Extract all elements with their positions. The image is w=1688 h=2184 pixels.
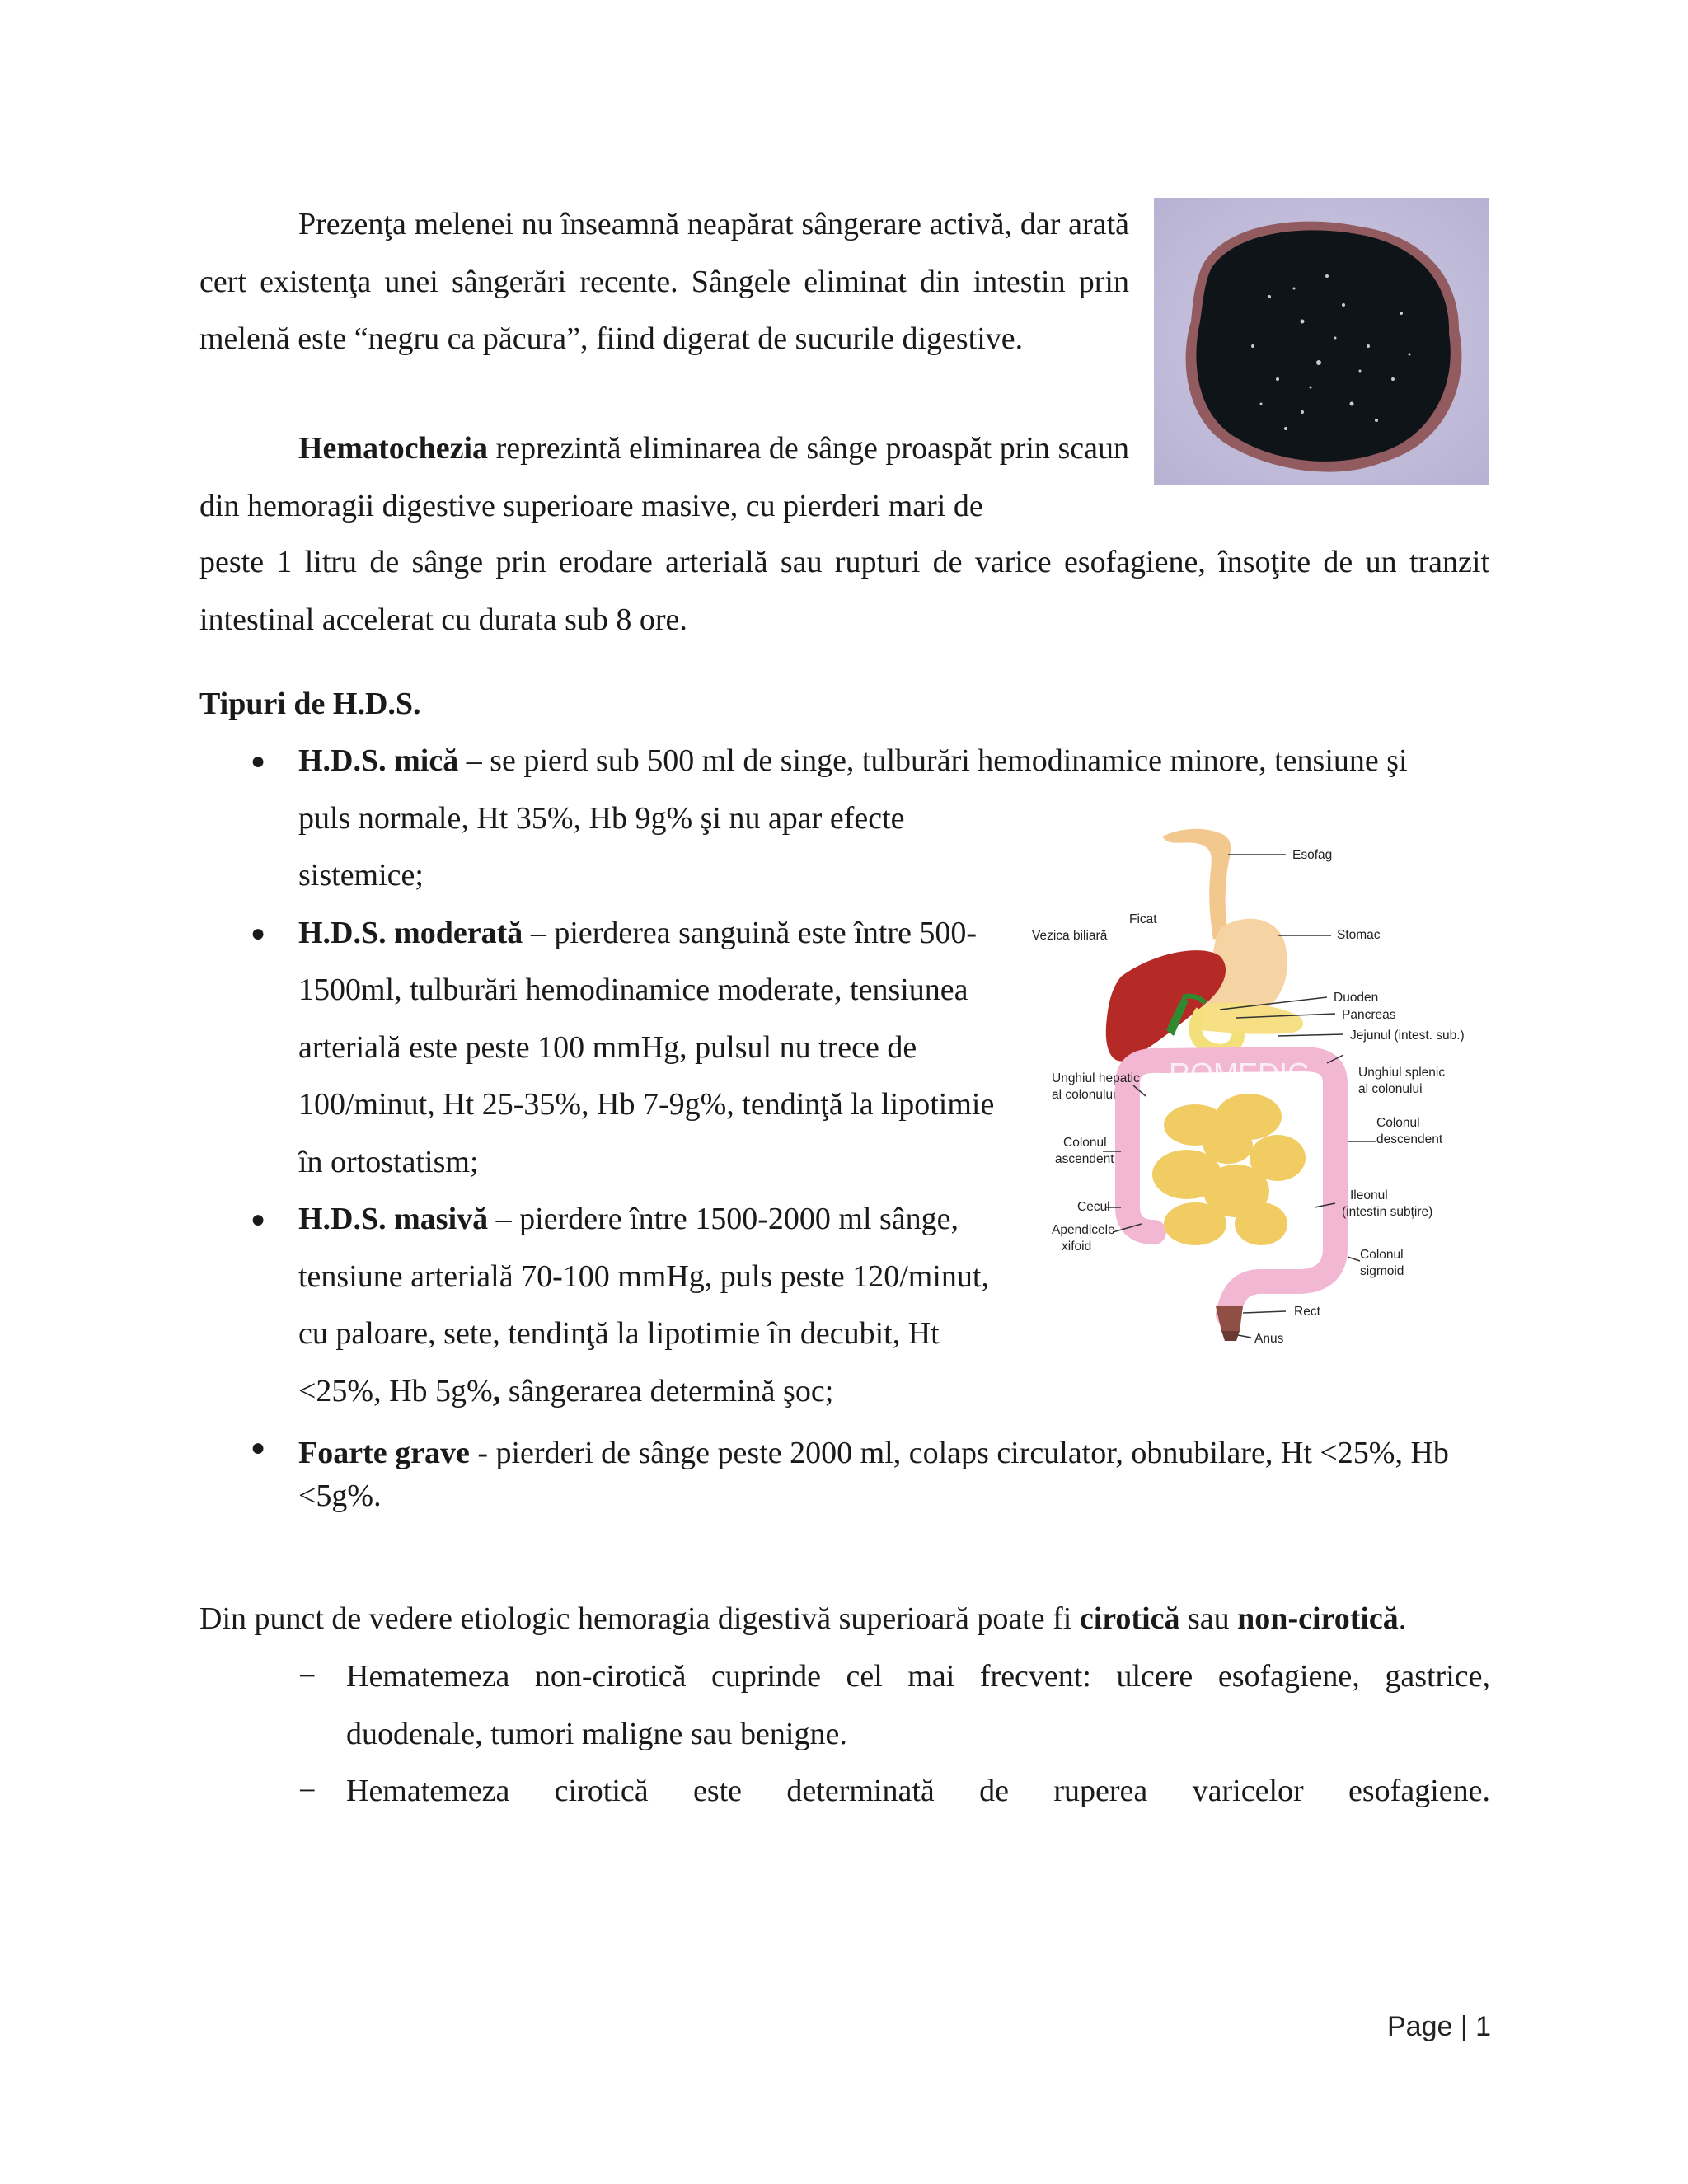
etiology-cirotica: cirotică [1079,1601,1180,1636]
label-colonul-desc-1: Colonul [1376,1116,1420,1130]
page-footer [1387,2011,1491,2043]
hds-masiva-text: – pierdere între 1500-2000 ml sânge, tensiune arterială 70-100 mmHg, puls peste 120/minut, cu paloare, sete, tendinţă la lipotimie în decubit, Ht <25%, Hb 5g% [298,1202,989,1408]
dash-bullet: − [298,1659,316,1694]
cirotica-text: Hematemeza cirotică este determinată de ruperea varicelor esofagiene. [346,1774,1490,1808]
label-pancreas: Pancreas [1342,1008,1396,1022]
etiology-paragraph [199,1591,1489,1648]
label-rect: Rect [1294,1305,1320,1319]
hematemesis-list [298,1648,1490,1821]
hds-mica-text: – se pierd sub 500 ml de singe, tulburări hemodinamice minore, tensiune şi [458,743,1408,778]
hds-mica-text3: sistemice; [298,858,424,893]
hds-mica-term: H.D.S. mică [298,743,459,778]
bullet-icon: ● [251,919,266,947]
paragraph-melena-text: Prezenţa melenei nu înseamnă neapărat sângerare activă, dar arată cert existenţa unei sângerări recente. Sângele eliminat din intestin prin melenă este “negru ca păcura”, fiind digerat de sucurile digestive. [199,207,1129,356]
etiology-non-cirotica: non-cirotică [1237,1601,1399,1636]
list-item [298,1763,1490,1821]
dash-bullet: − [298,1774,316,1808]
hematochezia-text-part2: peste 1 litru de sânge prin erodare arterială sau rupturi de varice esofagiene, însoţite de un tranzit intestinal accelerat cu durata sub 8 ore. [199,545,1489,637]
label-apendicele-2: xifoid [1062,1240,1092,1254]
label-unghiul-splenic-2: al colonului [1358,1082,1423,1096]
types-heading: Tipuri de H.D.S. [199,687,421,721]
hds-moderata-text: – pierderea sanguină este între 500-1500ml, tulburări hemodinamice moderate, tensiunea arterială este peste 100 mmHg, pulsul nu trece de 100/minut, Ht 25-35%, Hb 7-9g%, tendinţă la lipotimie în ortostatism; [298,915,995,1179]
hematochezia-term: Hematochezia [298,431,489,466]
label-stomac: Stomac [1337,928,1381,942]
label-unghiul-hepatic-2: al colonului [1052,1088,1116,1102]
label-esofag: Esofag [1292,848,1333,862]
footer-label: Page [1387,2011,1453,2042]
hds-mica-text2: puls normale, Ht 35%, Hb 9g% şi nu apar efecte [298,800,905,836]
bullet-icon: ● [251,1434,266,1461]
label-colonul-asc-2: ascendent [1055,1152,1114,1166]
label-apendicele-1: Apendicele [1052,1223,1115,1237]
label-jejunul: Jejunul (intest. sub.) [1350,1029,1465,1043]
label-vezica: Vezica biliară [1032,929,1108,943]
bullet-icon: ● [251,748,266,775]
list-item [298,1648,1490,1763]
etiology-mid: sau [1179,1601,1238,1636]
hds-masiva-text-end: sângerarea determină şoc; [500,1373,834,1408]
label-colonul-sig-2: sigmoid [1360,1264,1404,1278]
paragraph-melena [199,196,1129,368]
footer-separator: | [1460,2011,1468,2042]
label-colonul-sig-1: Colonul [1360,1248,1404,1262]
label-ileonul-2: (intestin subţire) [1342,1205,1433,1219]
etiology-end: . [1398,1601,1407,1636]
etiology-text: Din punct de vedere etiologic hemoragia digestivă superioară poate fi [199,1601,1080,1636]
label-duoden: Duoden [1334,991,1379,1005]
label-unghiul-splenic-1: Unghiul splenic [1358,1066,1446,1080]
label-colonul-desc-2: descendent [1376,1132,1443,1146]
bullet-icon: ● [251,1206,266,1233]
paragraph-hematochezia [199,420,1129,535]
page-number: 1 [1475,2011,1492,2042]
label-ficat: Ficat [1129,912,1157,926]
label-unghiul-hepatic-1: Unghiul hepatic [1052,1071,1140,1085]
foarte-grave-text: - pierderi de sânge peste 2000 ml, colaps circulator, obnubilare, Ht <25%, Hb <5g%. [298,1436,1449,1513]
label-ileonul-1: Ileonul [1350,1188,1388,1202]
foarte-grave-term: Foarte grave [298,1436,470,1470]
hematochezia-text-part1: reprezintă eliminarea de sânge proaspăt prin scaun din hemoragii digestive superioare masive, cu pierderi mari de [199,431,1129,523]
non-cirotica-text: Hematemeza non-cirotică cuprinde cel mai frecvent: ulcere esofagiene, gastrice, duodenale, tumori maligne sau benigne. [346,1659,1490,1751]
label-cecul: Cecul [1077,1200,1110,1214]
hds-masiva-comma: , [492,1373,501,1408]
digestive-system-diagram [1030,820,1492,1360]
label-colonul-asc-1: Colonul [1063,1136,1107,1150]
diagram-watermark: ROMEDIC [1169,1057,1309,1090]
hds-moderata-term: H.D.S. moderată [298,915,523,950]
label-anus: Anus [1254,1332,1284,1346]
hds-masiva-term: H.D.S. masivă [298,1202,489,1236]
melena-stool-photo [1154,198,1489,485]
list-item [251,1432,1477,1517]
paragraph-hematochezia-continued [199,534,1489,649]
